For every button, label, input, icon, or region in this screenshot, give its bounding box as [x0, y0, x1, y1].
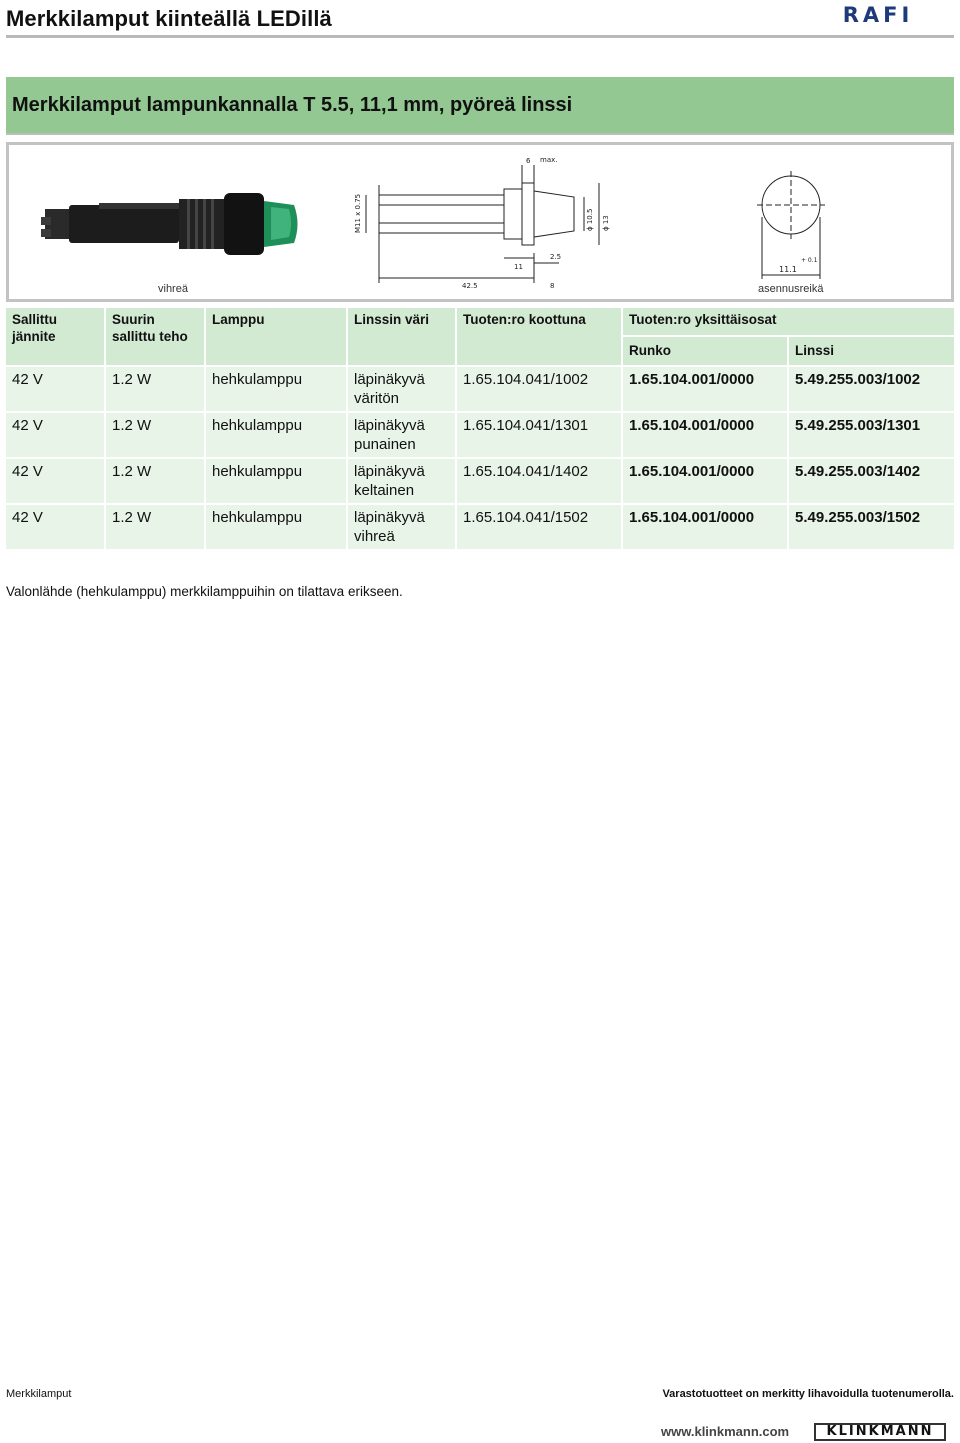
header-body: Runko	[622, 336, 788, 366]
dim-thread: M11 x 0.75	[354, 193, 362, 233]
klinkmann-logo-text: KLINKMANN	[826, 1424, 934, 1439]
mount-caption: asennusreikä	[758, 283, 824, 295]
header-lens-color: Linssin väri	[347, 308, 456, 366]
product-photo	[39, 185, 309, 275]
dim-8: 8	[550, 282, 555, 290]
rafi-logo	[808, 5, 948, 25]
footnote: Valonlähde (hehkulamppu) merkkilamppuihin on tilattava erikseen.	[6, 584, 403, 599]
cell-power: 1.2 W	[105, 412, 205, 458]
table-row	[6, 366, 954, 412]
cell-voltage: 42 V	[6, 458, 105, 504]
cell-power: 1.2 W	[105, 366, 205, 412]
cell-lens-color: läpinäkyvä punainen	[347, 412, 456, 458]
cell-lamp: hehkulamppu	[205, 366, 347, 412]
table-row	[6, 504, 954, 550]
page-title: Merkkilamput kiinteällä LEDillä	[6, 6, 332, 31]
product-image-panel	[6, 142, 954, 302]
dim-tolerance: + 0.1	[801, 257, 818, 264]
section-title: Merkkilamput lampunkannalla T 5.5, 11,1 mm, pyöreä linssi	[12, 94, 573, 116]
header-parts: Tuoten:ro yksittäisosat	[622, 308, 954, 336]
cell-voltage: 42 V	[6, 412, 105, 458]
cell-lens: 5.49.255.003/1002	[788, 366, 954, 412]
table-row	[6, 458, 954, 504]
section-header	[6, 77, 954, 135]
cell-body: 1.65.104.001/0000	[622, 366, 788, 412]
cell-lamp: hehkulamppu	[205, 412, 347, 458]
header-lens: Linssi	[788, 336, 954, 366]
cell-lens-color: läpinäkyvä keltainen	[347, 458, 456, 504]
cell-lens: 5.49.255.003/1502	[788, 504, 954, 550]
cell-assembled: 1.65.104.041/1301	[456, 412, 622, 458]
page-header	[6, 0, 954, 38]
table-row	[6, 412, 954, 458]
dim-max: max.	[540, 156, 558, 164]
dim-42-5: 42.5	[462, 282, 478, 290]
cell-assembled: 1.65.104.041/1402	[456, 458, 622, 504]
dim-10-5: ϕ 10.5	[586, 208, 594, 231]
dim-11-1: 11.1	[779, 265, 797, 274]
cell-body: 1.65.104.001/0000	[622, 412, 788, 458]
klinkmann-logo	[814, 1423, 946, 1441]
cell-power: 1.2 W	[105, 504, 205, 550]
dimension-drawing	[354, 153, 624, 293]
photo-caption: vihreä	[158, 283, 188, 295]
footer-category: Merkkilamput	[6, 1388, 72, 1400]
header-assembled: Tuoten:ro koottuna	[456, 308, 622, 366]
header-voltage: Sallittu jännite	[6, 308, 105, 366]
dim-13: ϕ 13	[602, 215, 610, 231]
cell-power: 1.2 W	[105, 458, 205, 504]
cell-body: 1.65.104.001/0000	[622, 458, 788, 504]
dim-11: 11	[514, 263, 523, 271]
footer-url[interactable]: www.klinkmann.com	[661, 1424, 790, 1439]
header-lamp: Lamppu	[205, 308, 347, 366]
cell-assembled: 1.65.104.041/1502	[456, 504, 622, 550]
header-power: Suurin sallittu teho	[105, 308, 205, 366]
cell-lens: 5.49.255.003/1402	[788, 458, 954, 504]
footer-stock-note: Varastotuotteet on merkitty lihavoidulla tuotenumerolla.	[662, 1388, 954, 1400]
cell-lamp: hehkulamppu	[205, 504, 347, 550]
cell-voltage: 42 V	[6, 504, 105, 550]
cell-lens-color: läpinäkyvä väritön	[347, 366, 456, 412]
mounting-hole-drawing	[749, 157, 839, 287]
cell-body: 1.65.104.001/0000	[622, 504, 788, 550]
dim-6: 6	[526, 157, 531, 165]
cell-lamp: hehkulamppu	[205, 458, 347, 504]
spec-table	[6, 308, 954, 551]
cell-lens: 5.49.255.003/1301	[788, 412, 954, 458]
cell-lens-color: läpinäkyvä vihreä	[347, 504, 456, 550]
rafi-logo-text: RAFI	[842, 5, 914, 25]
cell-voltage: 42 V	[6, 366, 105, 412]
dim-2-5: 2.5	[550, 253, 562, 261]
cell-assembled: 1.65.104.041/1002	[456, 366, 622, 412]
